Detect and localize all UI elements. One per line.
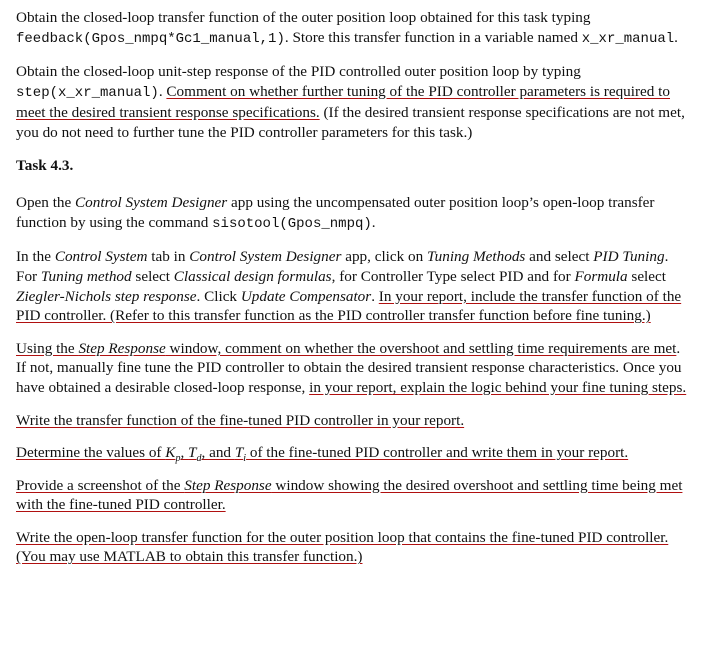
- underlined-instruction: Provide a screenshot of the Step Response window showing the desired overshoot and settling time being met with the fine-tuned PID controller.: [16, 476, 683, 514]
- app-name: Control System Designer: [75, 194, 228, 212]
- paragraph-screenshot: [16, 476, 688, 515]
- underlined-instruction: Using the Step Response window, comment on whether the overshoot and settling time requirements are met: [16, 339, 677, 357]
- paragraph-open-designer: Open the Control System Designer app using the uncompensated outer position loop’s open-loop transfer function by using the command sisotool(Gpos_nmpq).: [16, 194, 655, 232]
- code-variable-name: x_xr_manual: [581, 30, 675, 47]
- underlined-instruction: Write the transfer function of the fine-tuned PID controller in your report.: [16, 411, 465, 429]
- code-sisotool-command: sisotool(Gpos_nmpq): [212, 215, 372, 232]
- underlined-instruction: Write the open-loop transfer function for the outer position loop that contains the fine-tuned PID controller. (You may use MATLAB to obtain this transfer function.): [16, 528, 669, 566]
- paragraph-step-response-window: Using the Step Response window, comment on whether the overshoot and settling time requirements are met. If not, manually fine tune the PID controller to obtain the desired transient response characteristics. Once you have obtained a desirable closed-loop response, in your report, explain the logic behind your fine tuning steps.: [16, 339, 687, 396]
- underlined-instruction: in your report, explain the logic behind your fine tuning steps.: [309, 378, 687, 396]
- underlined-instruction: In your report, include the transfer function of the PID controller. (Refer to this transfer function as the PID controller transfer function before fine tuning.): [16, 287, 682, 325]
- symbol-td: $T_d$: [188, 444, 202, 465]
- paragraph-step-response: Obtain the closed-loop unit-step response of the PID controlled outer position loop by typing step(x_xr_manual). Comment on whether further tuning of the PID controller parameters is required to meet the desired transient response specifications. (If the desired transient response specifications are not met, you do not need to further tune the PID controller parameters for this task.): [16, 63, 685, 141]
- symbol-kp: $K_p$: [165, 444, 181, 465]
- code-feedback-command: feedback(Gpos_nmpq*Gc1_manual,1): [16, 30, 285, 47]
- underlined-instruction: Comment on whether further tuning of the PID controller parameters is required to meet the desired transient response specifications.: [16, 82, 670, 122]
- symbol-ti: $T_i$: [234, 444, 247, 465]
- task-heading: Task 4.3.: [16, 156, 74, 174]
- code-step-command: step(x_xr_manual): [16, 84, 159, 101]
- paragraph-open-loop-tf: [16, 528, 688, 567]
- underlined-instruction: Determine the values of $K_p$, $T_d$, and $T_i$ of the fine-tuned PID controller and write them in your report.: [16, 444, 629, 465]
- paragraph-write-tf: [16, 411, 688, 431]
- paragraph-pid-tuning: In the Control System tab in Control System Designer app, click on Tuning Methods and select PID Tuning. For Tuning method select Classical design formulas, for Controller Type select PID and for Formula select Ziegler-Nichols step response. Click Update Compensator. In your report, include the transfer function of the PID controller. (Refer to this transfer function as the PID controller transfer function before fine tuning.): [16, 248, 682, 325]
- paragraph-closed-loop-tf: Obtain the closed-loop transfer function of the outer position loop obtained for this task typing feedback(Gpos_nmpq*Gc1_manual,1). Store this transfer function in a variable named x_xr_manual.: [16, 9, 678, 47]
- paragraph-determine-values: [16, 443, 688, 463]
